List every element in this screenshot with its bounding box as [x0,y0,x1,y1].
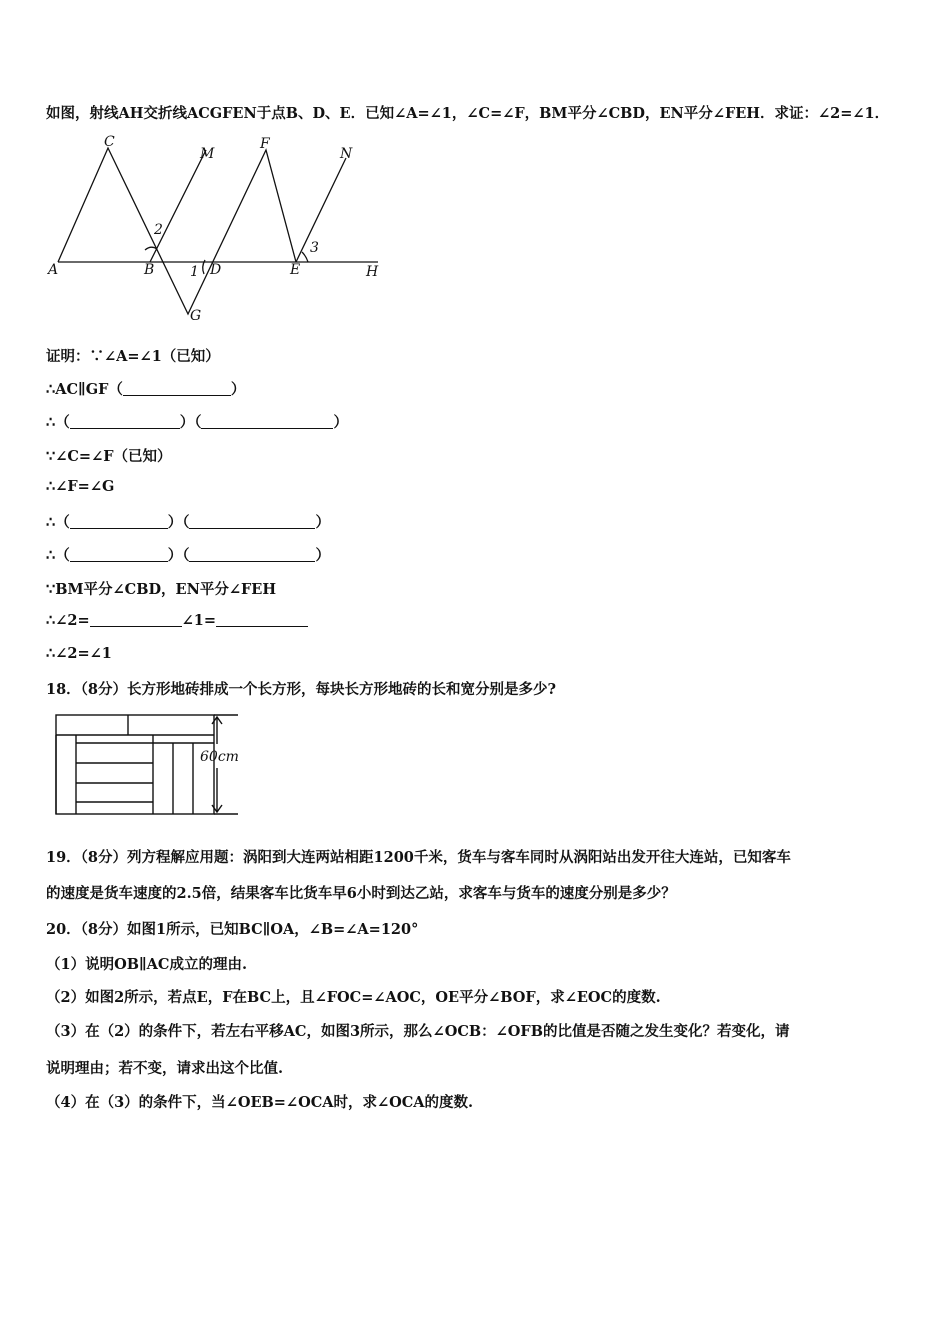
question-19-line-2: 的速度是货车速度的2.5倍，结果客车比货车早6小时到达乙站，求客车与货车的速度分别是多少？ [46,885,676,902]
ray-bm [150,150,206,262]
label-angle-3: 3 [310,240,319,256]
label-c: C [104,134,115,150]
answer-blank[interactable] [201,413,333,429]
proof-line-7: ∴（ ）（ ） [46,547,330,564]
label-b: B [144,262,155,278]
answer-blank[interactable] [123,380,231,396]
polyline-acgfe [58,148,296,314]
answer-blank[interactable] [70,513,168,529]
label-angle-2: 2 [154,222,163,238]
question-20-part-3: （3）在（2）的条件下，若左右平移AC，如图3所示，那么∠OCB：∠OFB的比值是否随之发生变化？若变化，请 [46,1023,790,1040]
label-g: G [190,308,202,324]
question-20-stem: 20．（8分）如图1所示，已知BC∥OA，∠B=∠A=120° [46,921,419,938]
label-d: D [210,262,222,278]
outer-rectangle [56,715,214,814]
proof-line-4: ∵∠C=∠F（已知） [46,448,172,465]
label-angle-1: 1 [190,264,199,280]
proof-line-2: ∴AC∥GF（ ） [46,381,246,398]
answer-blank[interactable] [189,546,315,562]
problem-intro: 如图，射线AH交折线ACGFEN于点B、D、E．已知∠A=∠1，∠C=∠F，BM平分∠CBD，EN平分∠FEH．求证：∠2=∠1． [46,105,890,122]
answer-blank[interactable] [189,513,315,529]
question-20-part-3-cont: 说明理由；若不变，请求出这个比值. [46,1060,284,1077]
question-19-line-1: 19．（8分）列方程解应用题：涡阳到大连两站相距1200千米，货车与客车同时从涡阳站出发开往大连站，已知客车 [46,849,791,866]
label-h: H [366,264,379,280]
label-m: M [200,146,215,162]
geometry-figure [40,130,390,330]
question-18: 18．（8分）长方形地砖排成一个长方形，每块长方形地砖的长和宽分别是多少? [46,681,557,698]
label-f: F [260,136,270,152]
angle-3-arc [302,252,308,262]
angle-2-arc [145,247,157,250]
label-n: N [340,146,353,162]
dimension-label: 60cm [200,749,239,765]
answer-blank[interactable] [216,611,308,627]
tile-figure [50,708,260,820]
proof-line-8: ∵BM平分∠CBD，EN平分∠FEH [46,581,277,598]
proof-line-5: ∴∠F=∠G [46,478,115,495]
question-20-part-4: （4）在（3）的条件下，当∠OEB=∠OCA时，求∠OCA的度数. [46,1094,474,1111]
label-e: E [290,262,301,278]
proof-line-3: ∴（ ）（ ） [46,414,348,431]
answer-blank[interactable] [70,546,168,562]
question-20-part-1: （1）说明OB∥AC成立的理由. [46,956,247,973]
ray-en [296,158,346,262]
proof-line-9: ∴∠2= ∠1= [46,611,308,629]
answer-blank[interactable] [90,611,182,627]
proof-line-6: ∴（ ）（ ） [46,514,330,531]
label-a: A [48,262,59,278]
proof-line-1: 证明：∵∠A=∠1（已知） [46,348,220,365]
proof-line-10: ∴∠2=∠1 [46,645,112,662]
question-20-part-2: （2）如图2所示，若点E，F在BC上，且∠FOC=∠AOC，OE平分∠BOF，求∠EOC的度数. [46,989,661,1006]
answer-blank[interactable] [70,413,180,429]
